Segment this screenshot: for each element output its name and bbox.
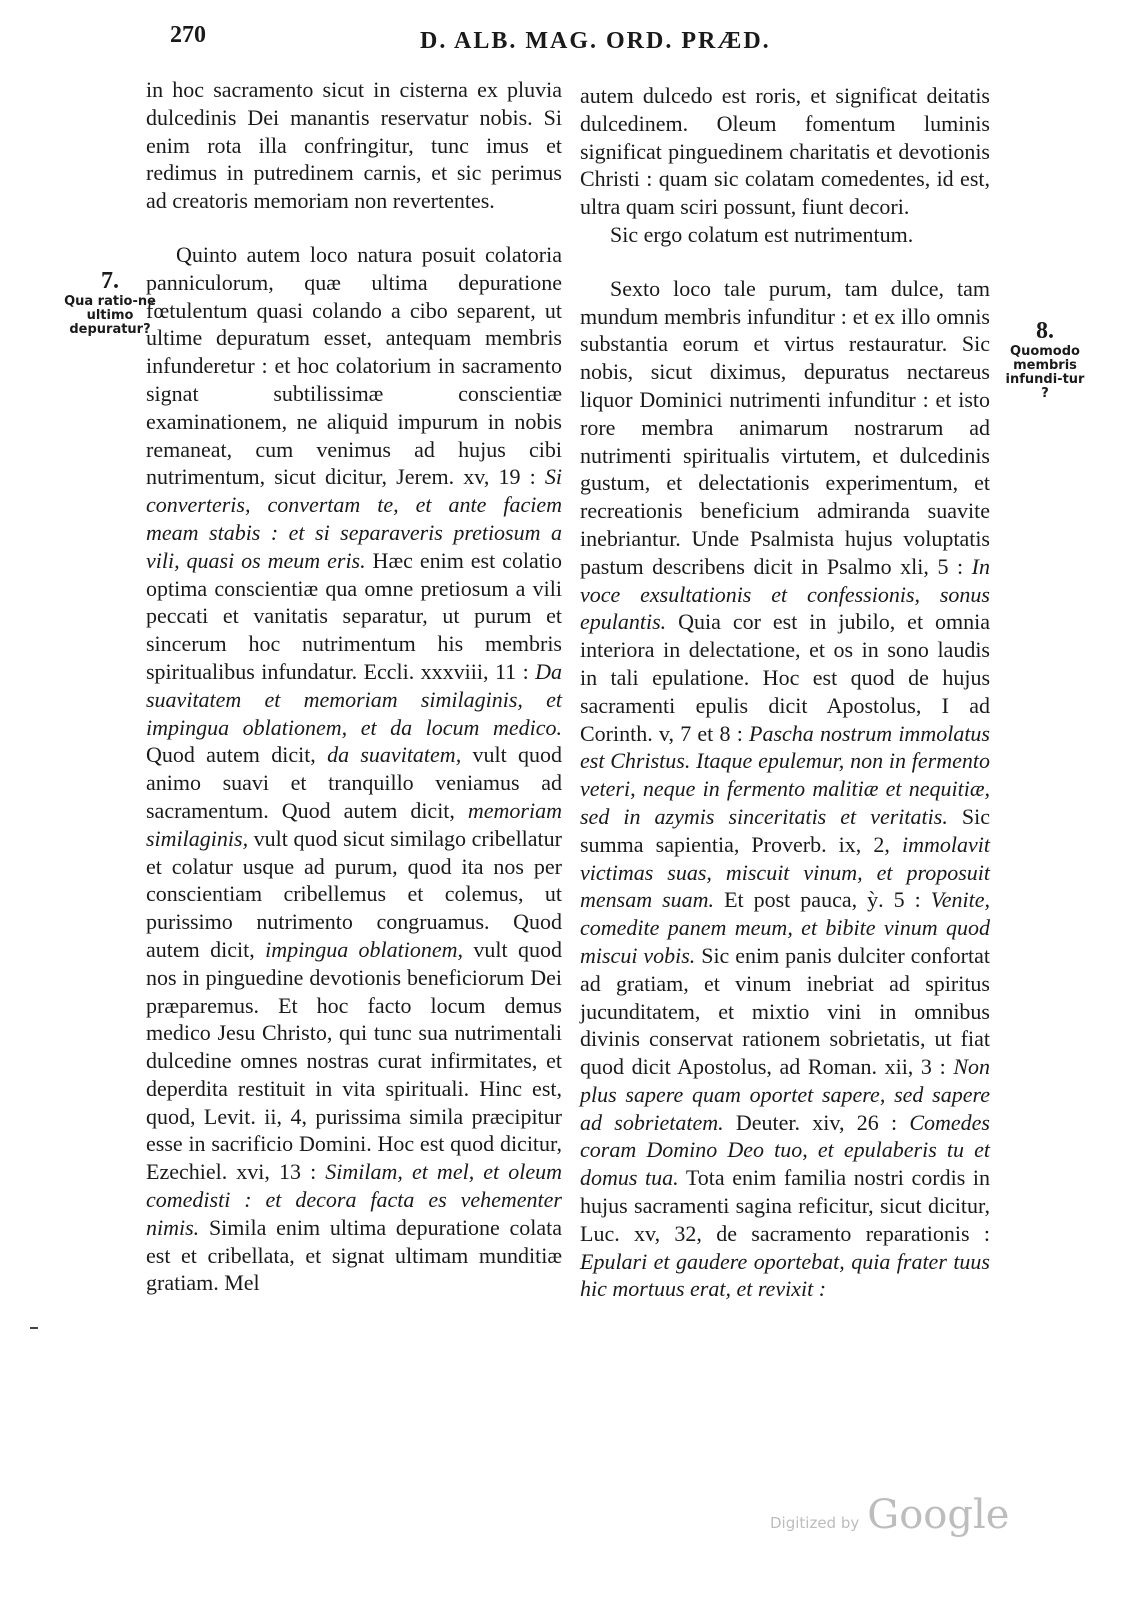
text-run: Sexto loco tale purum, tam dulce, tam mundum membris infunditur : et ex illo omnis substantia eorum et virtus restauratur. Sic nobis, sicut diximus, depuratus nectareus liquor Dominici nutrimenti infunditur : et isto rore membra animarum nostrarum ad nutrimenti spiritualis virtutem, et dulcedinis gustum, et delectationis experimentum, et recreationis beneficium admiranda suavite inebriantur. Unde Psalmista hujus voluptatis pastum describens dicit in Psalmo xli, 5 : xyxy=(580,275,990,579)
text-run: Sic summa sapientia, Proverb. ix, 2, xyxy=(580,803,990,857)
scripture-quote: Venite, comedite panem meum, et bibite vinum quod miscui vobis. xyxy=(580,887,990,968)
text-run: Quinto autem loco natura posuit colatoria panniculorum, quæ ultima depuratione fœtulentum quasi colando a cibo separent, ut ultime depuratum esset, antequam membris infunderetur : et hoc colatorium in sacramento signat subtilissimæ conscientiæ examinationem, ne aliquid impurum in nobis remaneat, cum venimus ad hujus cibi nutrimentum, sicut dicitur, Jerem. xv, 19 : xyxy=(146,241,562,490)
paragraph: Sic ergo colatum est nutrimentum. xyxy=(610,221,914,247)
digitized-by-watermark xyxy=(770,1492,1009,1538)
text-run: Tota enim familia nostri cordis in hujus sacramenti sagina reficitur, sicut dicitur, Luc. xv, 32, de sacramento reparationis : xyxy=(580,1165,990,1246)
scripture-quote: In voce exsultationis et confessionis, sonus epulantis. xyxy=(580,553,990,635)
scripture-quote: Si converteris, convertam te, et ante faciem meam stabis : et si separaveris pretiosum a vili, quasi os meum eris. xyxy=(146,464,562,573)
text-run: Quod autem dicit, xyxy=(146,742,328,768)
paragraph: autem dulcedo est roris, et significat deitatis dulcedinem. Oleum fomentum luminis significat pinguedinem charitatis et devotionis Christi : quam sic colatam comedentes, id est, ultra quam sciri possunt, fiunt decori. xyxy=(580,83,990,220)
margin-note-left xyxy=(60,268,160,337)
left-column xyxy=(146,76,562,1297)
google-logo: Google xyxy=(867,1492,1010,1538)
scripture-quote: Similam, et mel, et oleum comedisti : et decora facta es vehementer nimis. xyxy=(146,1159,562,1240)
text-run: vult quod animo suavi et tranquillo veniamus ad sacramentum. Quod autem dicit, xyxy=(146,742,562,823)
scripture-quote: memoriam similaginis, xyxy=(146,797,562,851)
scripture-quote: Pascha nostrum immolatus est Christus. Itaque epulemur, non in fermento veteri, neque in fermento malitiæ et nequitiæ, sed in azymis sinceritatis et veritatis. xyxy=(580,720,990,829)
scripture-quote: da suavitatem, xyxy=(327,742,462,768)
paragraph: in hoc sacramento sicut in cisterna ex pluvia dulcedinis Dei manantis reservatur nobis. Si enim rota illa confringitur, tunc imus et redimus in putredinem carnis, et sic perimus ad creatoris memoriam non revertentes. xyxy=(146,77,562,214)
scripture-quote: Comedes coram Domino Deo tuo, et epulaberis tu et domus tua. xyxy=(580,1109,990,1191)
margin-note-number: 8. xyxy=(1036,318,1054,344)
text-run: vult quod sicut similago cribellatur et colatur usque ad purum, quod ita nos per conscientiam cribellemus et colemus, ut purissimo nutrimento congruamus. Quod autem dicit, xyxy=(146,825,562,962)
page-number: 270 xyxy=(170,22,206,48)
margin-note-right xyxy=(1000,318,1090,401)
paragraph xyxy=(146,241,562,1297)
edge-mark xyxy=(30,1327,38,1329)
text-run: Et post pauca, ỳ. 5 : xyxy=(714,887,931,913)
text-run: Simila enim ultima depuratione colata est et cribellata, et signat ultimam munditiæ gratiam. Mel xyxy=(146,1214,562,1296)
margin-note-text: Quomodo membris infundi-tur ? xyxy=(1005,344,1085,401)
text-run: vult quod nos in pinguedine devotionis beneficiorum Dei præparemus. Et hoc facto locum demus medico Jesu Christo, qui tunc sua nutrimentali dulcedine omnes nostras curat infirmitates, et deperdita restituit in vita spirituali. Hinc est, quod, Levit. ii, 4, purissima simila præcipitur esse in sacrificio Domini. Hoc est quod dicitur, Ezechiel. xvi, 13 : xyxy=(146,936,562,1185)
margin-note-number: 7. xyxy=(101,268,119,294)
text-run: Hæc enim est colatio optima conscientiæ qua omne pretiosum a vili peccati et vanitatis separatur, ut purum et sincerum hoc nutrimentum his membris spiritualibus infundatur. Eccli. xxxviii, 11 : xyxy=(146,547,562,684)
scripture-quote: Non plus sapere quam oportet sapere, sed sapere ad sobrietatem. xyxy=(580,1054,990,1135)
scripture-quote: Da suavitatem et memoriam similaginis, et impingua oblationem, et da locum medico. xyxy=(146,658,562,740)
scripture-quote: impingua oblationem, xyxy=(265,936,464,962)
right-column xyxy=(580,82,990,1303)
scripture-quote: Epulari et gaudere oportebat, quia frater tuus hic mortuus erat, et revixit : xyxy=(580,1248,990,1302)
scripture-quote: immolavit victimas suas, miscuit vinum, et proposuit mensam suam. xyxy=(580,831,990,913)
running-title: D. ALB. MAG. ORD. PRÆD. xyxy=(420,28,771,54)
text-run: Deuter. xiv, 26 : xyxy=(723,1109,910,1135)
text-run: Sic enim panis dulciter confortat ad gratiam, et vinum inebriat ad spiritus jucunditatem, et mixtio vini in omnibus divinis conservat rationem sobrietatis, ut fiat quod dicit Apostolus, ad Roman. xii, 3 : xyxy=(580,942,990,1080)
digitized-by-label: Digitized by xyxy=(770,1514,860,1532)
paragraph xyxy=(580,275,990,1303)
margin-note-text: Qua ratio-ne ultimo depuratur? xyxy=(64,294,156,337)
text-run: Quia cor est in jubilo, et omnia interiora in delectatione, et os in sono laudis in tali epulatione. Hoc est quod de hujus sacramenti epulis dicit Apostolus, I ad Corinth. v, 7 et 8 : xyxy=(580,609,990,746)
